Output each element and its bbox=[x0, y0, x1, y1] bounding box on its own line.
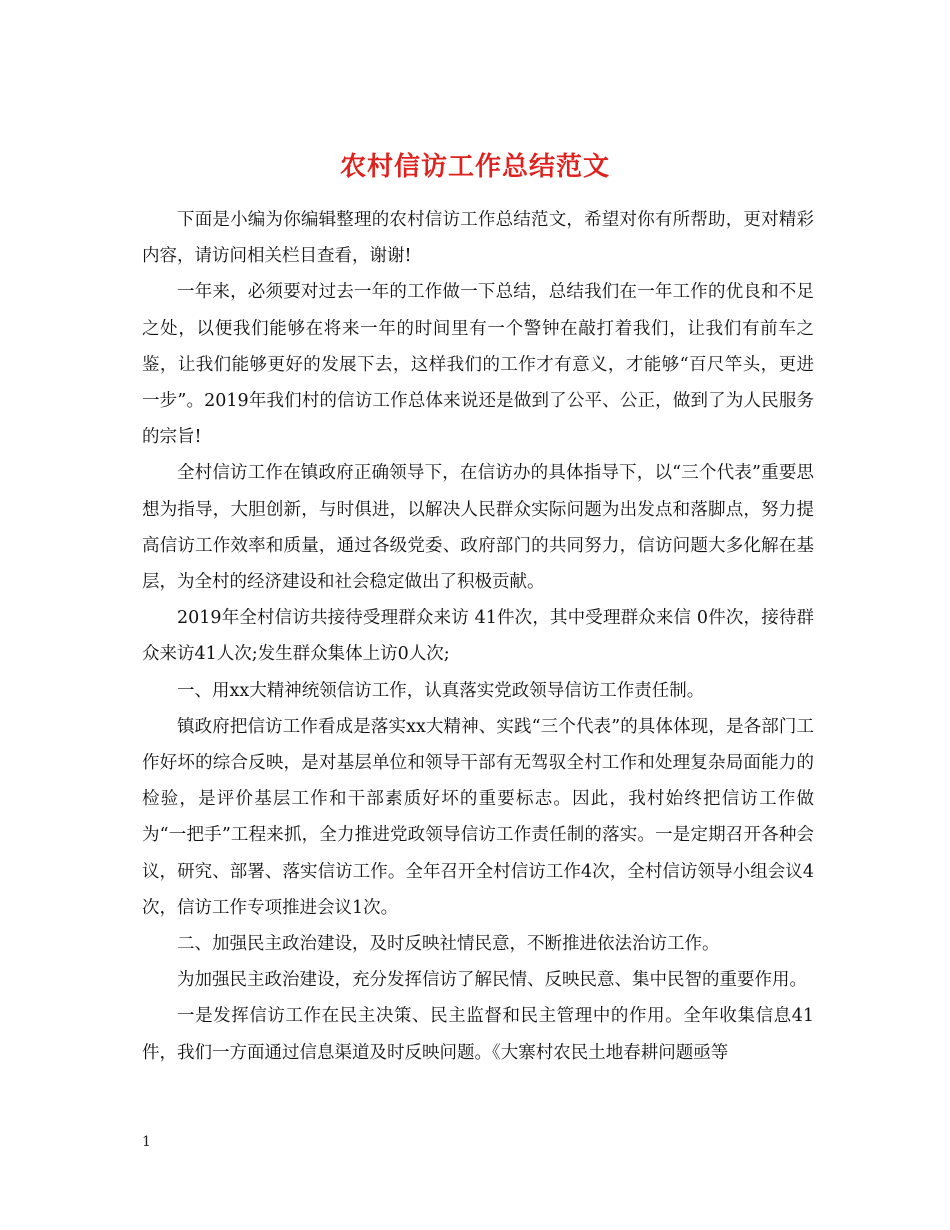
paragraph: 下面是小编为你编辑整理的农村信访工作总结范文，希望对你有所帮助，更对精彩内容，请访问相关栏目查看，谢谢! bbox=[142, 210, 814, 267]
paragraph: 一年来，必须要对过去一年的工作做一下总结，总结我们在一年工作的优良和不足之处，以便我们能够在将来一年的时间里有一个警钟在敲打着我们，让我们有前车之鉴，让我们能够更好的发展下去，这样我们的工作才有意义，才能够“百尺竿头，更进一步”。2019年我们村的信访工作总体来说还是做到了公平、公正，做到了为人民服务的宗旨! bbox=[142, 282, 814, 448]
paragraph: 2019年全村信访共接待受理群众来访 41件次，其中受理群众来信 0件次，接待群众来访41人次;发生群众集体上访0人次; bbox=[142, 608, 814, 665]
document-body bbox=[142, 202, 814, 1071]
paragraph: 一是发挥信访工作在民主决策、民主监督和民主管理中的作用。全年收集信息41件，我们一方面通过信息渠道及时反映问题。《大寨村农民土地春耕问题亟等 bbox=[142, 1006, 814, 1063]
document-title: 农村信访工作总结范文 bbox=[339, 152, 610, 183]
paragraph: 为加强民主政治建设，充分发挥信访了解民情、反映民意、集中民智的重要作用。 bbox=[177, 970, 807, 991]
page-number: 1 bbox=[142, 1134, 151, 1150]
paragraph: 二、加强民主政治建设，及时反映社情民意，不断推进依法治访工作。 bbox=[177, 934, 720, 955]
paragraph: 一、用xx大精神统领信访工作，认真落实党政领导信访工作责任制。 bbox=[177, 680, 705, 701]
paragraph: 全村信访工作在镇政府正确领导下，在信访办的具体指导下，以“三个代表”重要思想为指导，大胆创新，与时俱进，以解决人民群众实际问题为出发点和落脚点，努力提高信访工作效率和质量，通过各级党委、政府部门的共同努力，信访问题大多化解在基层，为全村的经济建设和社会稳定做出了积极贡献。 bbox=[142, 463, 814, 593]
paragraph: 镇政府把信访工作看成是落实xx大精神、实践“三个代表”的具体体现，是各部门工作好坏的综合反映，是对基层单位和领导干部有无驾驭全村工作和处理复杂局面能力的检验，是评价基层工作和干部素质好坏的重要标志。因此，我村始终把信访工作做为“一把手”工程来抓，全力推进党政领导信访工作责任制的落实。一是定期召开各种会议，研究、部署、落实信访工作。全年召开全村信访工作4次，全村信访领导小组会议4次，信访工作专项推进会议1次。 bbox=[142, 716, 814, 918]
